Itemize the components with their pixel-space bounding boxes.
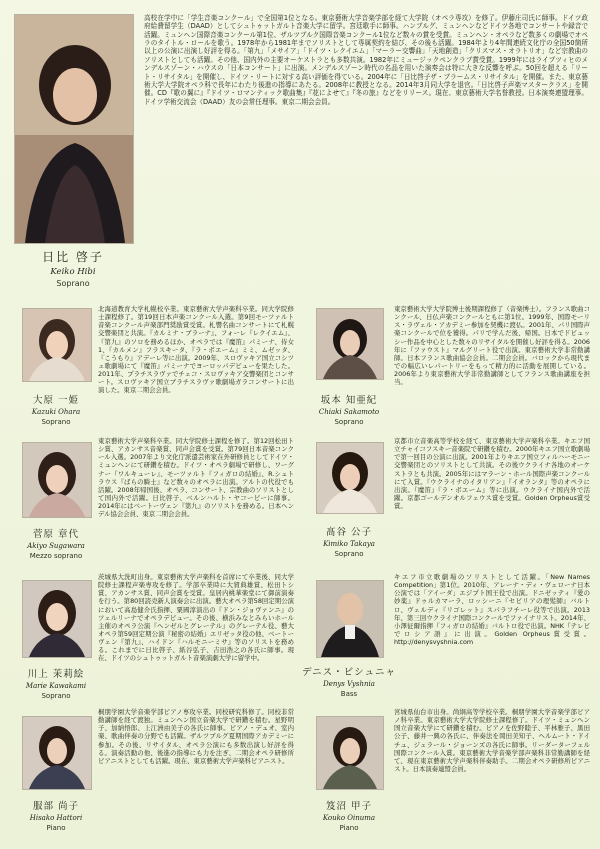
oinuma-name-block [306, 798, 392, 832]
vyshnia-name-block [300, 664, 398, 698]
kawakami-name-jp: 川上 茉莉絵 [27, 669, 85, 680]
sakamoto-name-jp: 坂本 知亜紀 [320, 395, 378, 406]
hibi-name-en: Keiko Hibi [50, 267, 96, 277]
hattori-name-jp: 服部 尚子 [32, 801, 80, 812]
ohara-portrait-image [23, 309, 91, 381]
kawakami-portrait-image [23, 581, 91, 657]
ohara-name-en: Kazuki Ohara [31, 408, 81, 416]
hibi-name-block [14, 248, 132, 288]
oinuma-name-jp: 笈沼 甲子 [325, 801, 373, 812]
kawakami-bio: 茨城県大洗町出身。東京藝術大学声楽科を首席にて卒業後、同大学院修士課程声楽専攻を修了。学部卒業時に大賀典雄賞、松田トシ賞、アカンサス賞、同声会賞を受賞。皇居内桃華楽堂にて御前演奏を行う。第80回読売新人演奏会に出演。藝大オペラ第58回定期公演において高島健介氏指揮、粟國淳演出の『ドン・ジョヴァンニ』のツェルリーナでオペラデビュー。その後、横浜みなとみらいホール主催のオペラ公演『ヘンゼルとグレーテル』のグレーテル役、藝大オペラ第59回定期公演『秘密の結婚』エリゼッタ役の他、ベートーヴェン『第九』、ハイドン『ハルモニーミサ』等のソリストを務める。これまでに日比啓子、紙谷弘子、吉田浩之の各氏に師事。現在、ドイツのシュトゥットガルト音楽演劇大学に留学中。 [98, 573, 294, 663]
oinuma-name-en: Kouko Oinuma [322, 814, 376, 822]
sugawara-portrait-image [23, 443, 91, 517]
sakamoto-portrait-image [317, 309, 383, 379]
hattori-bio: 桐朋学園大学音楽学部ピアノ専攻卒業。同校研究科修了。同校非常勤講師を経て渡独。ミュンヘン国立音楽大学で研鑽を積む。星野明子、加納悟郎、上江洲由美子の各氏に師事。ピアノ・デュオ、室内楽、歌曲伴奏の分野でも活躍。ザルツブルグ夏期国際アカデミーに参加。その後、リサイタル、オペラ公演にも多数出演し好評を得る。演奏活動の他、後進の指導にも力を注ぎ、二期会オペラ研修所ピアニストとしても活躍。現在、東京藝術大学声楽科ピアニスト。 [98, 708, 294, 765]
oinuma-bio: 宮城県仙台市出身。尚絅高等学校卒業。桐朋学園大学音楽学部ピアノ科卒業。東京藝術大学大学院修士課程修了。ドイツ・ミュンヘン国立音楽大学にて研鑽を積む。ピアノを佐野睦子、平林雅子、黒田公子、藤井一興の各氏に、伴奏法を岡田美知子、ヘルムート・ドイチュ、ジェラール・ジョーンズの各氏に師事。リーダーターフェル国際コンクール入賞。東京藝術大学音楽学部声楽科非常勤講師を経て、現在東京藝術大学声楽科伴奏助手。二期会オペラ研修所ピアニスト。日本演奏連盟会員。 [394, 708, 590, 773]
takaya-name-block [306, 524, 392, 558]
hibi-bio: 高校在学中に「学生音楽コンクール」で全国第1位となる。東京藝術大学音楽学部を経て大学院（オペラ専攻）を修了。伊藤庄司氏に師事。ドイツ政府給費留学生（DAAD）としてシュトゥットガルト音楽大学に留学。宮廷歌手に師事。ハンブルグ、ミュンヘンなどドイツ各地でコンサートや録音で活躍。ミュンヘン国際音楽コンクール第1位、ザルツブルク国際音楽コンクール1位など数々の賞を受賞。ミュンヘン・オペラなど数多くの劇場でオペラのタイトル・ロールを歌う。1978年から1981年までソリストとして専属契約を結び、その後も活躍。1984年より4年間連続文化庁の全国50箇所以上の公演に出演し好評を得る。「第九」「メサイア」「ドイツ・レクイエム」「マーラー交響曲」「天地創造」「クリスマス・オラトリオ」など宗教曲のソリストとしても活躍。その他、国内外の主要オーケストラとも多数共演。1982年にミュージックペンクラブ賞受賞。1999年にはライプツィヒのメンデルスゾーン・ハウスの「日本コンサート」に出演。メンデルスゾーン時代の名品を用いた演奏会は特に大きな反響を呼ぶ。50回を超える「リート・リサイタル」を開催し、ドイツ・リートに対する高い評価を得ている。2004年に「日比啓子ザ・ブラームス・リサイタル」を開催。また、東京藝術大学大学院オペラ科で長年にわたり後進の指導にあたる。2008年に教授となる。2014年3月同大学を退官。「日比啓子声楽マスタークラス」を開催。CD『歌の翼に』『ドイツ・ロマンティック歌曲集』『花によせて』『冬の旅』などをリリース。現在、東京藝術大学名誉教授。日本演奏連盟理事。ドイツ学術交流会（DAAD）友の会常任理事。東京二期会会員。 [144, 14, 588, 106]
hattori-name-en: Hisako Hattori [29, 814, 83, 822]
vyshnia-name-jp: デニス・ビシュニャ [302, 667, 396, 678]
takaya-portrait-image [317, 443, 383, 513]
ohara-photo [22, 308, 92, 382]
takaya-name-jp: 髙谷 公子 [325, 527, 373, 538]
vyshnia-portrait-image [317, 581, 383, 657]
vyshnia-bio: キエフ市立歌劇場のソリストとして活躍。「New Names Competition」第1位。2010年、アレーナ・ディ・ヴェローナ日本公演では「アイーダ」エジプト国王役で出演。ドニゼッティ『愛の妙薬』ドゥルカマーラ、ロッシーニ『セビリアの理髪師』バルトロ、ヴェルディ『リゴレット』スパラフチーレ役等で出演。2013年、第三回ウクライナ国際コンクールでファイナリスト。2014年、小澤征爾指揮『フィガロの結婚』バルトロ役で出演。NHK『テレビでロシア語』に出演。Golden Orpheus賞受賞。http://denysvyshnia.com [394, 573, 590, 646]
takaya-bio: 京都市立音楽高等学校を経て、東京藝術大学声楽科卒業。キエフ国立チャイコフスキー音楽院で研鑽を積む。2000年キエフ国立歌劇場で第一回目の公演に出演。2001年よりキエフ国立フィルハーモニー交響楽団とのソリストとして共演。その後ウクライナ各地のオーケストラとも共演。2005年にはマラーン・ホール国際声楽コンクールにて入賞。『ウクライナのイタリアン』『イオランタ』等のオペラに出演。『魔笛』『ラ・ボエーム』等に出演。ウクライナ国内外で活躍。京都ゴールデンオルフェウス賞を受賞。Golden Orpheus賞受賞。 [394, 437, 590, 510]
sakamoto-name-block [306, 392, 392, 426]
kawakami-name-block [12, 666, 100, 700]
takaya-role: Soprano [334, 550, 364, 558]
kawakami-photo [22, 580, 92, 658]
sugawara-bio: 東京藝術大学声楽科卒業。同大学院修士課程を修了。第12回松田トシ賞、アカンサス音楽賞、同声会賞を受賞。第79回日本音楽コンクール入選。2007年より文化庁派遣芸術家在外研修員としてドイツ・ミュンヘンにて研鑽を積む。ドイツ・オペラ劇場で研修し、ワーグナー『ワルキューレ』、モーツァルト『フィガロの結婚』、R.シュトラウス『ばらの騎士』など数々のオペラに出演。アルトの代役でも活躍。2008年帰国後、オペラ、コンサート、宗教曲のソリストとして国内外で活躍。日比啓子、ベルンハルト・ヤコービーに師事。2014年にはベートーヴェン『第九』のソリストを務める。日本ヘンデル協会会員、東京二期会会員。 [98, 437, 294, 519]
kawakami-name-en: Marie Kawakami [25, 682, 87, 690]
oinuma-role: Piano [339, 824, 359, 832]
oinuma-photo [316, 716, 384, 790]
hibi-photo [14, 14, 134, 244]
kawakami-role: Soprano [41, 692, 71, 700]
sakamoto-role: Soprano [334, 418, 364, 426]
vyshnia-photo [316, 580, 384, 658]
hibi-name-jp: 日比 啓子 [42, 250, 104, 264]
sakamoto-name-en: Chiaki Sakamoto [318, 408, 380, 416]
sugawara-photo [22, 442, 92, 518]
ohara-bio: 北海道教育大学札幌校卒業。東京藝術大学声楽科卒業。同大学院修士課程修了。第19回日本声楽コンクール入選。第9回モーツァルト音楽コンクール声楽部門奨励賞受賞。札響名曲コンサートにて札幌交響楽団と共演。『カルミナ・ブラーナ』、フォーレ『レクイエム』、『第九』のソロを務めるほか、オペラでは『魔笛』パミーナ、侍女1、『カルメン』フラスキータ、『ラ・ボエーム』ミミ、ムゼッタ、『こうもり』アデーレ等に出演。2009年、スロヴァキア国立コシツェ歌劇場にて『魔笛』パミーナでヨーロッパデビューを果たした。2011年、プラチスラヴァでチェコ・スロヴァキア交響楽団とコンサート。スロヴァキア国立ブラチスラヴァ歌劇場ガラコンサートに出演した。東京二期会会員。 [98, 305, 294, 395]
ohara-name-jp: 大原 一姫 [32, 395, 80, 406]
hattori-role: Piano [46, 824, 66, 832]
sugawara-name-jp: 菅原 章代 [32, 529, 80, 540]
takaya-photo [316, 442, 384, 514]
oinuma-portrait-image [317, 717, 383, 789]
hibi-role: Soprano [56, 279, 90, 288]
vyshnia-role: Bass [340, 690, 358, 698]
vyshnia-name-en: Denys Vyshnia [323, 680, 375, 688]
sugawara-name-en: Akiyo Sugawara [27, 542, 85, 550]
hattori-name-block [14, 798, 98, 832]
sakamoto-bio: 東京藝術大学大学院博士後期課程修了（音楽博士）。フランス歌曲コンクール、日仏声楽コンクールともに第1位。1999年、国際モーリス・ラヴェル・アカデミー参加を契機に渡仏。2001年、パリ国際声楽コンクールで位を獲得。パリで学んだ後、帰国。日本でドビュッシー作品を中心とした数々のリサイタルを開催し好評を得る。2006年に『ファウスト』マルグリート役で出演。東京藝術大学非常勤講師。日本フランス歌曲協会会員。二期会会員。バロックから現代までの幅広いレパートリーをもって精力的に活動を展開している。2006年より東京藝術大学非常勤講師としてフランス歌曲講座を担当。 [394, 305, 590, 387]
hattori-portrait-image [23, 717, 91, 789]
sugawara-role: Mezzo soprano [29, 552, 83, 560]
sugawara-name-block [14, 526, 98, 560]
hattori-photo [22, 716, 92, 790]
sakamoto-photo [316, 308, 384, 380]
ohara-role: Soprano [41, 418, 71, 426]
hibi-portrait-image [15, 15, 133, 243]
takaya-name-en: Kimiko Takaya [323, 540, 375, 548]
ohara-name-block [16, 392, 96, 426]
